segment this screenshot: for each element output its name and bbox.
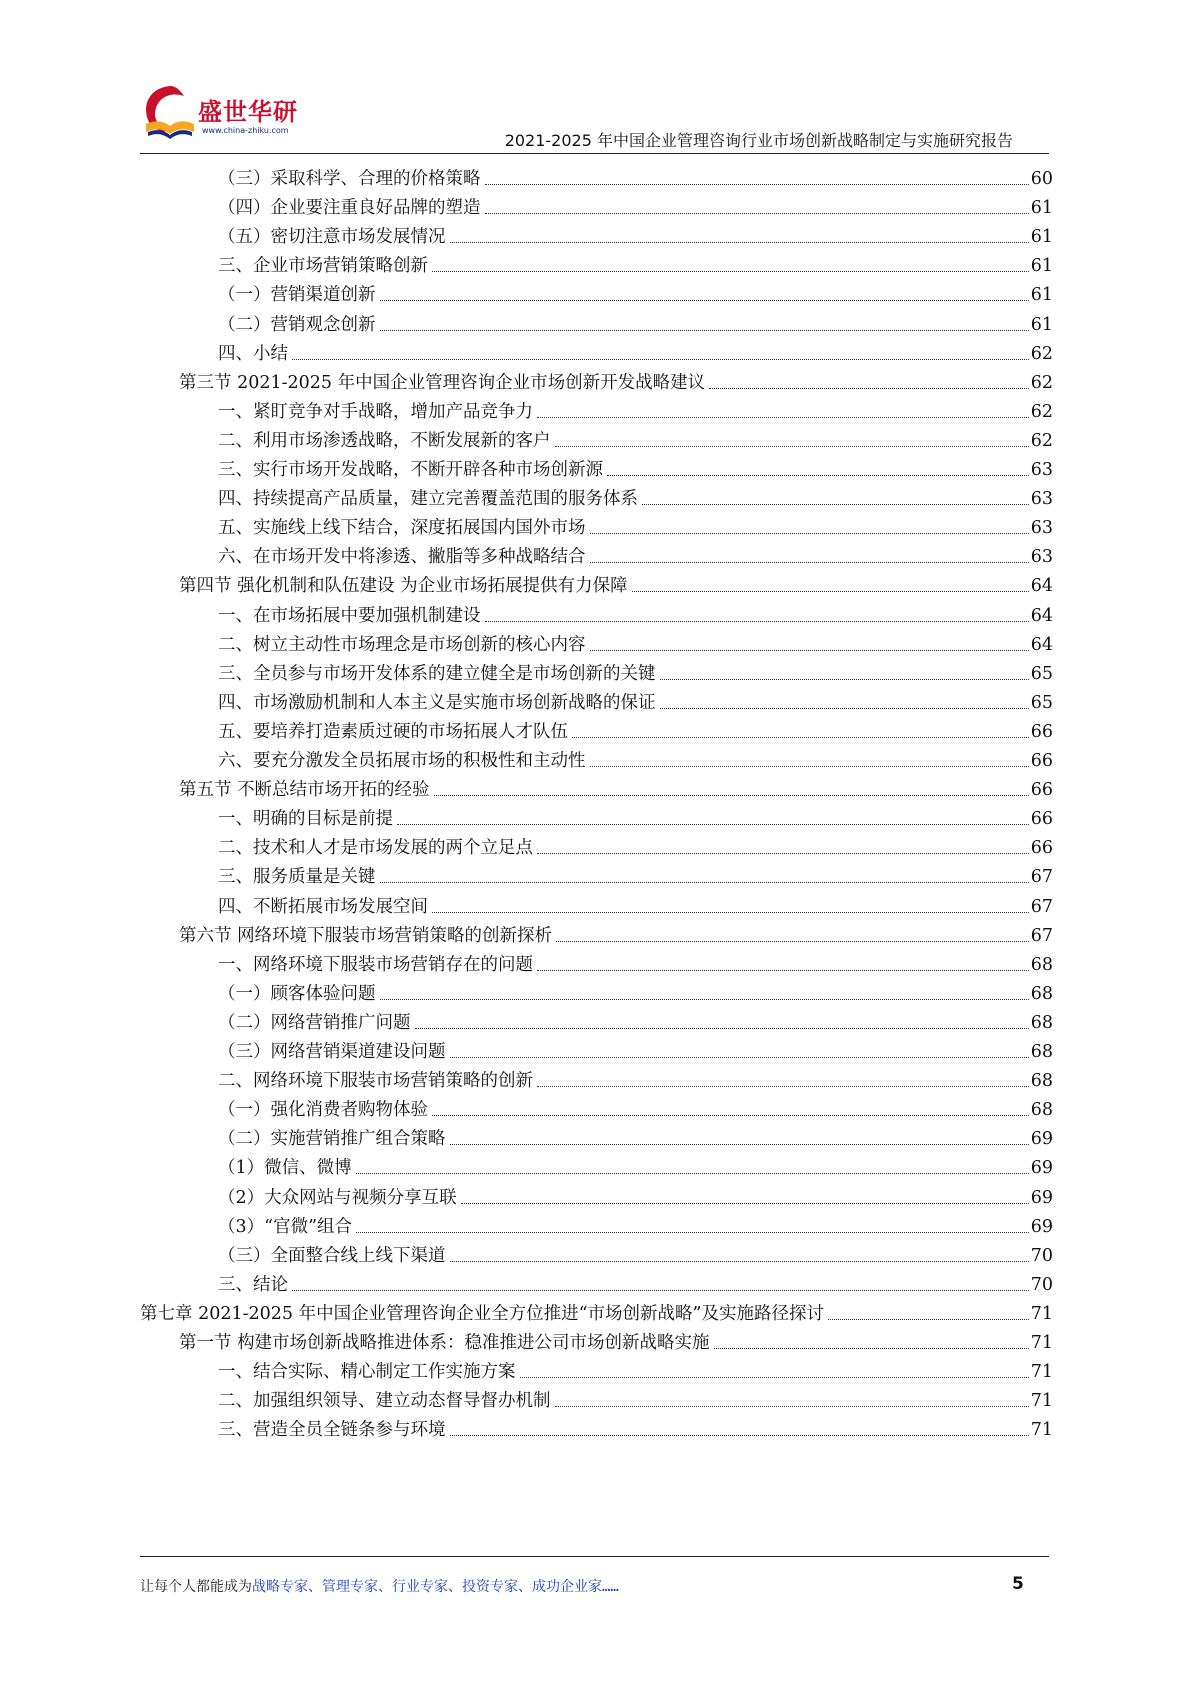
toc-dot-leader — [828, 1319, 1029, 1320]
toc-entry-title: （一）顾客体验问题 — [218, 983, 376, 1004]
toc-entry-title: 第三节 2021-2025 年中国企业管理咨询企业市场创新开发战略建议 — [179, 372, 706, 393]
toc-entry-title: （一）强化消费者购物体验 — [218, 1100, 428, 1121]
toc-entry[interactable] — [218, 888, 1053, 919]
toc-entry-title: 三、营造全员全链条参与环境 — [218, 1420, 446, 1441]
toc-entry-title: 三、结论 — [218, 1274, 288, 1295]
toc-entry-page: 62 — [1030, 372, 1053, 393]
report-title: 2021-2025 年中国企业管理咨询行业市场创新战略制定与实施研究报告 — [504, 131, 1013, 150]
toc-entry-title: 六、在市场开发中将渗透、撇脂等多种战略结合 — [218, 547, 586, 568]
toc-entry-page: 63 — [1030, 547, 1053, 568]
toc-entry-page: 69 — [1030, 1158, 1053, 1179]
toc-entry-page: 66 — [1030, 721, 1053, 742]
toc-entry[interactable] — [218, 1062, 1053, 1093]
toc-entry[interactable] — [218, 335, 1053, 366]
toc-entry-title: 二、网络环境下服装市场营销策略的创新 — [218, 1071, 533, 1092]
toc-entry-title: （2）大众网站与视频分享互联 — [218, 1187, 457, 1208]
toc-entry-page: 61 — [1030, 285, 1053, 306]
toc-entry-title: 二、利用市场渗透战略，不断发展新的客户 — [218, 430, 551, 451]
logo-url: www.china-zhiku.com — [202, 126, 289, 135]
toc-entry-page: 69 — [1030, 1216, 1053, 1237]
toc-entry-page: 61 — [1030, 227, 1053, 248]
toc-entry[interactable] — [218, 1179, 1053, 1210]
toc-dot-leader — [632, 591, 1029, 592]
toc-entry-title: 五、实施线上线下结合，深度拓展国内国外市场 — [218, 518, 586, 539]
toc-dot-leader — [292, 1290, 1029, 1291]
toc-entry[interactable] — [218, 1149, 1053, 1180]
toc-entry-page: 63 — [1030, 489, 1053, 510]
footer-divider — [140, 1556, 1049, 1557]
toc-entry-page: 71 — [1030, 1303, 1053, 1324]
toc-entry-title: 一、结合实际、精心制定工作实施方案 — [218, 1362, 516, 1383]
toc-entry[interactable] — [218, 306, 1053, 337]
toc-entry-page: 69 — [1030, 1129, 1053, 1150]
toc-entry[interactable] — [218, 684, 1053, 715]
toc-entry-page: 68 — [1030, 1012, 1053, 1033]
toc-entry-page: 71 — [1030, 1391, 1053, 1412]
toc-dot-leader — [380, 330, 1029, 331]
header-divider — [140, 153, 1049, 154]
toc-entry-title: 第五节 不断总结市场开拓的经验 — [179, 780, 430, 801]
toc-dot-leader — [537, 417, 1029, 418]
toc-entry-title: 一、紧盯竞争对手战略，增加产品竞争力 — [218, 401, 533, 422]
toc-entry-title: 四、不断拓展市场发展空间 — [218, 896, 428, 917]
toc-entry-page: 64 — [1030, 576, 1053, 597]
toc-entry-title: 三、全员参与市场开发体系的建立健全是市场创新的关键 — [218, 663, 656, 684]
toc-dot-leader — [537, 970, 1029, 971]
toc-dot-leader — [380, 300, 1029, 301]
toc-entry-page: 68 — [1030, 954, 1053, 975]
toc-dot-leader — [292, 359, 1029, 360]
toc-entry[interactable] — [218, 1033, 1053, 1064]
toc-entry[interactable] — [218, 975, 1053, 1006]
toc-dot-leader — [572, 737, 1029, 738]
toc-dot-leader — [434, 795, 1029, 796]
toc-entry[interactable] — [218, 160, 1053, 191]
toc-entry-title: 第六节 网络环境下服装市场营销策略的创新探析 — [179, 925, 553, 946]
toc-entry[interactable] — [218, 597, 1053, 628]
toc-entry[interactable] — [218, 1237, 1053, 1268]
toc-entry-page: 68 — [1030, 983, 1053, 1004]
toc-entry-title: 三、实行市场开发战略，不断开辟各种市场创新源 — [218, 460, 603, 480]
toc-dot-leader — [660, 708, 1029, 709]
toc-entry-title: （3）“官微”组合 — [218, 1216, 353, 1237]
toc-entry[interactable] — [218, 946, 1053, 977]
toc-entry-title: 五、要培养打造素质过硬的市场拓展人才队伍 — [218, 721, 568, 742]
toc-entry[interactable] — [218, 713, 1053, 744]
toc-entry[interactable] — [218, 1382, 1053, 1413]
toc-entry-page: 66 — [1030, 751, 1053, 771]
toc-entry-page: 61 — [1030, 256, 1053, 277]
toc-entry-title: 一、明确的目标是前提 — [218, 809, 393, 830]
toc-entry-page: 70 — [1030, 1274, 1053, 1295]
toc-entry[interactable] — [179, 364, 1053, 395]
toc-dot-leader — [485, 213, 1029, 214]
toc-entry[interactable] — [218, 1208, 1053, 1239]
toc-entry[interactable] — [179, 771, 1053, 802]
toc-entry-page: 65 — [1030, 663, 1053, 684]
logo-book-icon — [140, 82, 200, 144]
toc-entry-page: 71 — [1030, 1420, 1053, 1441]
toc-entry-title: （四）企业要注重良好品牌的塑造 — [218, 198, 481, 219]
toc-dot-leader — [590, 562, 1029, 563]
toc-entry[interactable] — [218, 218, 1053, 249]
toc-entry-title: （三）网络营销渠道建设问题 — [218, 1042, 446, 1062]
toc-dot-leader — [555, 1406, 1029, 1407]
toc-entry-page: 71 — [1030, 1362, 1053, 1383]
logo-name: 盛世华研 — [198, 98, 298, 126]
toc-entry[interactable] — [179, 567, 1053, 598]
toc-entry-title: （1）微信、微博 — [218, 1158, 352, 1179]
toc-entry-page: 63 — [1030, 518, 1053, 539]
toc-entry-title: 二、树立主动性市场理念是市场创新的核心内容 — [218, 634, 586, 655]
toc-dot-leader — [432, 912, 1029, 913]
toc-dot-leader — [485, 621, 1029, 622]
toc-dot-leader — [520, 1377, 1029, 1378]
toc-entry-page: 62 — [1030, 401, 1053, 422]
toc-entry-title: 四、市场激励机制和人本主义是实施市场创新战略的保证 — [218, 692, 656, 713]
toc-dot-leader — [537, 1086, 1029, 1087]
toc-entry[interactable] — [218, 538, 1053, 569]
toc-entry-title: 一、在市场拓展中要加强机制建设 — [218, 605, 481, 626]
toc-entry-page: 66 — [1030, 838, 1053, 859]
toc-entry-page: 68 — [1030, 1042, 1053, 1062]
toc-dot-leader — [607, 475, 1029, 476]
toc-entry[interactable] — [218, 189, 1053, 220]
toc-dot-leader — [432, 271, 1029, 272]
toc-dot-leader — [642, 504, 1029, 505]
toc-entry-page: 63 — [1030, 460, 1053, 480]
toc-entry[interactable] — [218, 858, 1053, 889]
toc-entry-title: 四、持续提高产品质量，建立完善覆盖范围的服务体系 — [218, 489, 638, 510]
toc-entry-title: 二、加强组织领导、建立动态督导督办机制 — [218, 1391, 551, 1412]
toc-entry-page: 67 — [1030, 925, 1053, 946]
toc-entry-title: 第七章 2021-2025 年中国企业管理咨询企业全方位推进“市场创新战略”及实施路径探讨 — [140, 1303, 825, 1324]
toc-entry-title: 六、要充分激发全员拓展市场的积极性和主动性 — [218, 751, 586, 771]
toc-dot-leader — [555, 446, 1029, 447]
toc-entry[interactable] — [140, 1295, 1053, 1326]
toc-entry-page: 66 — [1030, 809, 1053, 830]
toc-entry-page: 67 — [1030, 896, 1053, 917]
toc-dot-leader — [590, 650, 1029, 651]
toc-entry[interactable] — [218, 480, 1053, 511]
toc-entry-page: 64 — [1030, 605, 1053, 626]
toc-entry-title: （二）网络营销推广问题 — [218, 1012, 411, 1033]
toc-entry-page: 62 — [1030, 430, 1053, 451]
toc-dot-leader — [485, 184, 1029, 185]
toc-dot-leader — [590, 533, 1029, 534]
toc-dot-leader — [432, 1115, 1029, 1116]
toc-dot-leader — [415, 1028, 1029, 1029]
toc-entry-title: （二）营销观念创新 — [218, 314, 376, 335]
toc-entry[interactable] — [179, 1324, 1053, 1355]
toc-entry[interactable] — [218, 422, 1053, 453]
toc-entry[interactable] — [218, 655, 1053, 686]
footer-slogan-highlight: 战略专家、管理专家、行业专家、投资专家、成功企业家…… — [252, 1579, 619, 1595]
toc-dot-leader — [380, 882, 1029, 883]
toc-entry-page: 64 — [1030, 634, 1053, 655]
toc-entry[interactable] — [218, 1411, 1053, 1442]
toc-entry-page: 67 — [1030, 867, 1053, 888]
toc-dot-leader — [356, 1232, 1029, 1233]
toc-entry-title: （二）实施营销推广组合策略 — [218, 1129, 446, 1150]
toc-entry-title: 三、服务质量是关键 — [218, 867, 376, 888]
toc-entry-page: 62 — [1030, 343, 1053, 364]
toc-entry[interactable] — [218, 1266, 1053, 1297]
toc-dot-leader — [380, 999, 1029, 1000]
toc-dot-leader — [450, 1057, 1029, 1058]
toc-entry[interactable] — [218, 451, 1053, 482]
footer-slogan-prefix: 让每个人都能成为 — [140, 1579, 252, 1595]
toc-dot-leader — [450, 1144, 1029, 1145]
toc-entry-title: （三）全面整合线上线下渠道 — [218, 1245, 446, 1266]
toc-dot-leader — [709, 388, 1029, 389]
toc-entry[interactable] — [218, 800, 1053, 831]
toc-entry[interactable] — [218, 626, 1053, 657]
toc-entry-page: 68 — [1030, 1100, 1053, 1121]
toc-entry-title: 一、网络环境下服装市场营销存在的问题 — [218, 954, 533, 975]
toc-entry-page: 71 — [1030, 1333, 1053, 1353]
toc-entry-page: 66 — [1030, 780, 1053, 801]
toc-entry-page: 61 — [1030, 198, 1053, 219]
toc-entry-page: 60 — [1030, 169, 1053, 189]
footer-slogan — [140, 1576, 619, 1596]
toc-dot-leader — [660, 679, 1029, 680]
company-logo — [140, 82, 310, 154]
toc-entry[interactable] — [218, 1004, 1053, 1035]
toc-entry[interactable] — [218, 742, 1053, 773]
toc-entry[interactable] — [179, 917, 1053, 948]
toc-entry[interactable] — [218, 276, 1053, 307]
toc-dot-leader — [461, 1203, 1029, 1204]
toc-entry[interactable] — [218, 393, 1053, 424]
toc-dot-leader — [714, 1348, 1029, 1349]
toc-dot-leader — [590, 766, 1029, 767]
toc-entry-page: 68 — [1030, 1071, 1053, 1092]
toc-dot-leader — [556, 941, 1029, 942]
toc-entry-title: （三）采取科学、合理的价格策略 — [218, 169, 481, 189]
toc-entry[interactable] — [218, 509, 1053, 540]
toc-entry-title: 三、企业市场营销策略创新 — [218, 256, 428, 277]
toc-entry[interactable] — [218, 1353, 1053, 1384]
toc-entry-page: 69 — [1030, 1187, 1053, 1208]
toc-entry-title: 第一节 构建市场创新战略推进体系：稳准推进公司市场创新战略实施 — [179, 1333, 710, 1353]
toc-entry[interactable] — [218, 1120, 1053, 1151]
toc-dot-leader — [397, 824, 1029, 825]
toc-entry-title: 二、技术和人才是市场发展的两个立足点 — [218, 838, 533, 859]
page-header — [0, 0, 1191, 160]
toc-entry-page: 70 — [1030, 1245, 1053, 1266]
toc-entry-page: 65 — [1030, 692, 1053, 713]
toc-entry[interactable] — [218, 1091, 1053, 1122]
toc-dot-leader — [450, 1261, 1029, 1262]
toc-entry-title: 四、小结 — [218, 343, 288, 364]
toc-dot-leader — [537, 853, 1029, 854]
page-number: 5 — [1012, 1574, 1024, 1594]
toc-entry[interactable] — [218, 247, 1053, 278]
toc-entry-title: 第四节 强化机制和队伍建设 为企业市场拓展提供有力保障 — [179, 576, 628, 597]
toc-entry-page: 61 — [1030, 314, 1053, 335]
toc-dot-leader — [450, 1435, 1029, 1436]
toc-entry-title: （五）密切注意市场发展情况 — [218, 227, 446, 248]
toc-dot-leader — [356, 1173, 1029, 1174]
toc-entry-title: （一）营销渠道创新 — [218, 285, 376, 306]
toc-dot-leader — [450, 242, 1029, 243]
toc-entry[interactable] — [218, 829, 1053, 860]
